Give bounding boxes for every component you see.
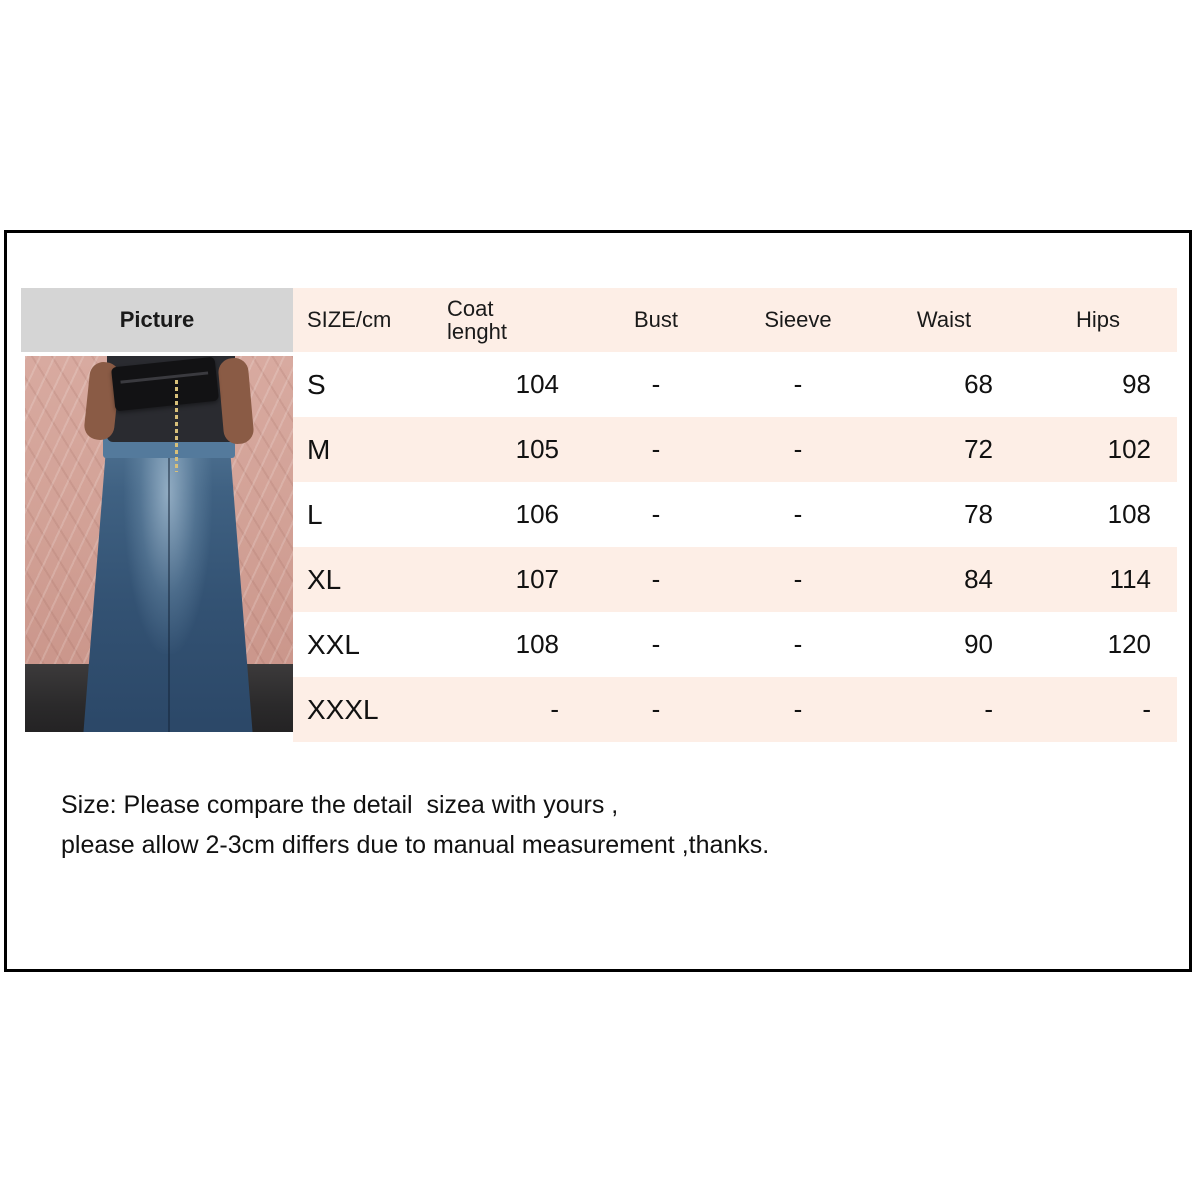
cell-sleeve: - xyxy=(727,677,869,742)
photo-jeans-seam xyxy=(168,438,170,732)
note-line-1: Size: Please compare the detail sizea with yours , xyxy=(61,791,619,819)
cell-bust: - xyxy=(585,677,727,742)
cell-waist: 78 xyxy=(869,482,1019,547)
column-header-sleeve: Sieeve xyxy=(727,288,869,352)
cell-sleeve: - xyxy=(727,612,869,677)
coat-length-line-2: lenght xyxy=(447,319,507,344)
cell-size: M xyxy=(293,417,435,482)
column-header-coat-length xyxy=(435,288,585,352)
cell-hips: 120 xyxy=(1019,612,1177,677)
column-header-bust: Bust xyxy=(585,288,727,352)
cell-coat-length: 104 xyxy=(435,352,585,417)
table-header-row xyxy=(21,288,1177,352)
cell-coat-length: 108 xyxy=(435,612,585,677)
cell-hips: 114 xyxy=(1019,547,1177,612)
cell-size: XXXL xyxy=(293,677,435,742)
cell-waist: 90 xyxy=(869,612,1019,677)
note-line-2: please allow 2-3cm differs due to manual measurement ,thanks. xyxy=(61,831,770,859)
coat-length-line-1: Coat xyxy=(447,295,494,321)
column-header-waist: Waist xyxy=(869,288,1019,352)
product-photo-cell xyxy=(21,352,293,742)
column-header-picture: Picture xyxy=(21,288,293,352)
cell-bust: - xyxy=(585,352,727,417)
cell-size: S xyxy=(293,352,435,417)
size-chart-content xyxy=(21,288,1177,742)
column-header-size: SIZE/cm xyxy=(293,288,435,352)
cell-waist: - xyxy=(869,677,1019,742)
cell-coat-length: 106 xyxy=(435,482,585,547)
cell-coat-length: - xyxy=(435,677,585,742)
cell-size: L xyxy=(293,482,435,547)
cell-coat-length: 107 xyxy=(435,547,585,612)
cell-hips: 98 xyxy=(1019,352,1177,417)
cell-size: XL xyxy=(293,547,435,612)
cell-bust: - xyxy=(585,547,727,612)
cell-waist: 84 xyxy=(869,547,1019,612)
photo-chain-detail xyxy=(175,380,178,472)
photo-jeans xyxy=(83,438,253,732)
table-row xyxy=(21,352,1177,417)
product-photo xyxy=(25,356,293,732)
size-chart-table xyxy=(21,288,1177,742)
cell-waist: 68 xyxy=(869,352,1019,417)
cell-hips: 102 xyxy=(1019,417,1177,482)
cell-hips: 108 xyxy=(1019,482,1177,547)
size-chart-card xyxy=(4,230,1192,972)
cell-sleeve: - xyxy=(727,547,869,612)
cell-bust: - xyxy=(585,482,727,547)
cell-size: XXL xyxy=(293,612,435,677)
measurement-note xyxy=(61,785,1141,865)
cell-waist: 72 xyxy=(869,417,1019,482)
cell-bust: - xyxy=(585,417,727,482)
cell-sleeve: - xyxy=(727,352,869,417)
column-header-hips: Hips xyxy=(1019,288,1177,352)
cell-sleeve: - xyxy=(727,417,869,482)
cell-sleeve: - xyxy=(727,482,869,547)
cell-hips: - xyxy=(1019,677,1177,742)
cell-bust: - xyxy=(585,612,727,677)
cell-coat-length: 105 xyxy=(435,417,585,482)
